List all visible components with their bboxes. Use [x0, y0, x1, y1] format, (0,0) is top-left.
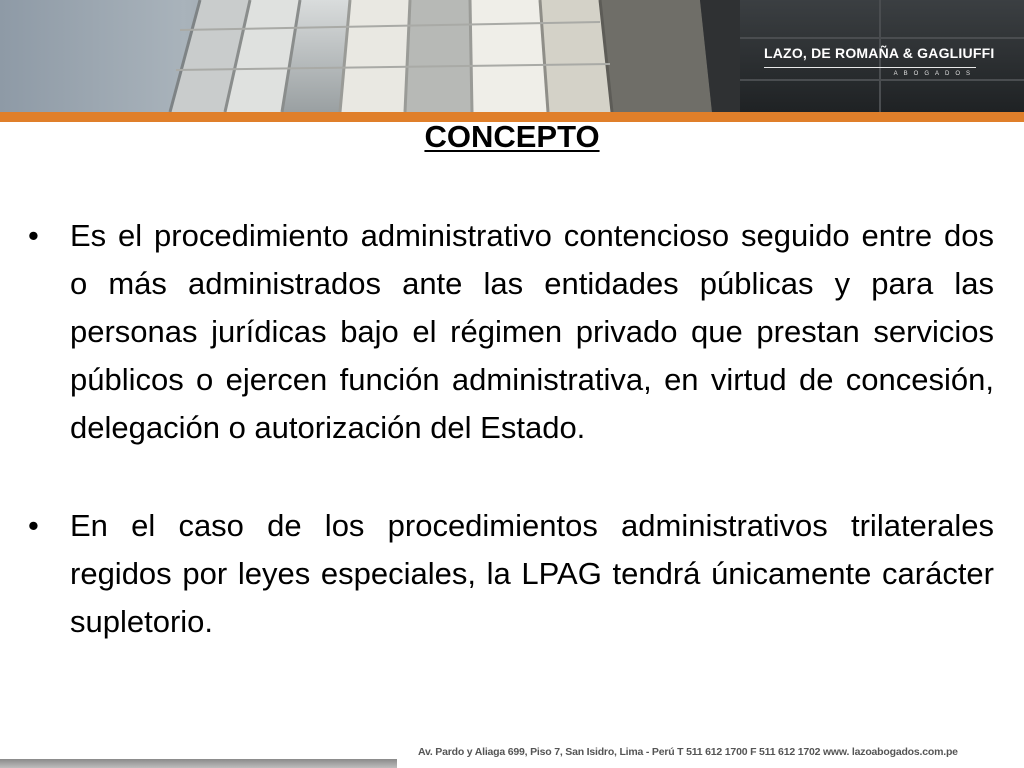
footer-contact: Av. Pardo y Aliaga 699, Piso 7, San Isidro, Lima - Perú T 511 612 1700 F 511 612 1702 www. lazoabogados.com.pe	[418, 746, 958, 758]
bullet-text: Es el procedimiento administrativo contencioso seguido entre dos o más administrados ante las entidades públicas y para las personas jurídicas bajo el régimen privado que prestan servicios públicos o ejercen función administrativa, en virtud de concesión, delegación o autorización del Estado.	[70, 218, 994, 445]
firm-logo	[764, 45, 994, 77]
footer	[0, 740, 1024, 768]
bullet-dot-icon: •	[28, 508, 39, 543]
logo-subtitle: ABOGADOS	[893, 71, 976, 77]
bullet-item	[28, 502, 994, 646]
bullet-dot-icon: •	[28, 218, 39, 253]
bullet-text: En el caso de los procedimientos administrativos trilaterales regidos por leyes especiales, la LPAG tendrá únicamente carácter supletorio.	[70, 508, 994, 639]
slide-title-text: CONCEPTO	[424, 119, 600, 154]
slide-title	[0, 119, 1024, 155]
footer-strip	[0, 759, 397, 768]
logo-divider	[764, 67, 976, 68]
logo-name: LAZO, DE ROMAÑA & GAGLIUFFI	[764, 45, 995, 61]
bullet-list	[28, 212, 994, 646]
header-banner	[0, 0, 1024, 112]
bullet-item	[28, 212, 994, 452]
